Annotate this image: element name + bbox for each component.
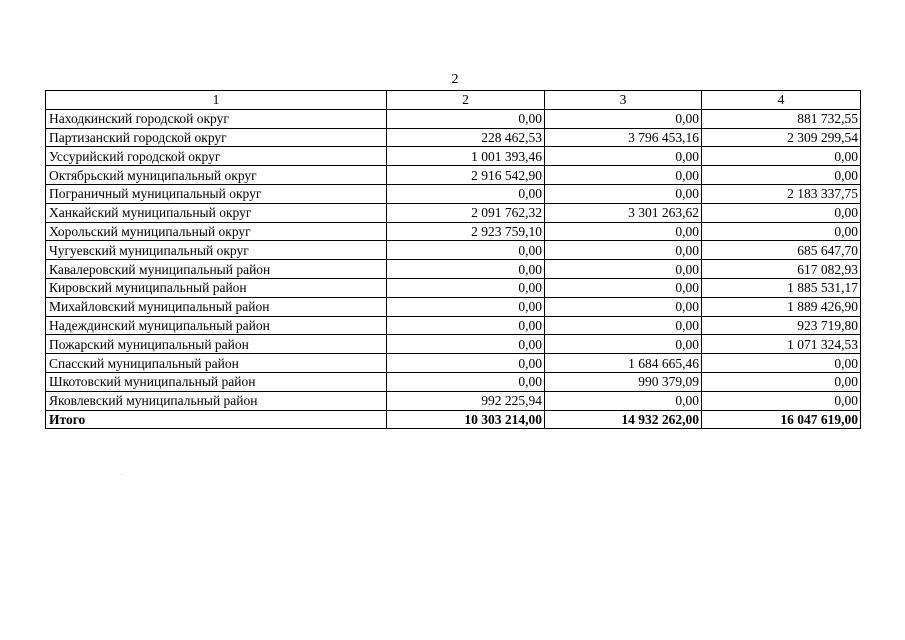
header-cell-3: 3 bbox=[545, 91, 702, 110]
header-cell-1: 1 bbox=[46, 91, 387, 110]
total-value-col4: 16 047 619,00 bbox=[702, 410, 861, 429]
row-value-col4: 923 719,80 bbox=[702, 316, 861, 335]
row-value-col3: 1 684 665,46 bbox=[545, 354, 702, 373]
total-row bbox=[46, 410, 861, 429]
row-name-cell: Михайловский муниципальный район bbox=[46, 297, 387, 316]
row-value-col2: 0,00 bbox=[387, 316, 545, 335]
row-value-col4: 0,00 bbox=[702, 354, 861, 373]
row-value-col3: 0,00 bbox=[545, 391, 702, 410]
table-row bbox=[46, 166, 861, 185]
row-value-col2: 0,00 bbox=[387, 260, 545, 279]
row-name-cell: Чугуевский муниципальный округ bbox=[46, 241, 387, 260]
row-value-col3: 0,00 bbox=[545, 241, 702, 260]
row-value-col4: 1 889 426,90 bbox=[702, 297, 861, 316]
table-row bbox=[46, 241, 861, 260]
row-value-col4: 0,00 bbox=[702, 147, 861, 166]
table-row bbox=[46, 184, 861, 203]
row-value-col3: 0,00 bbox=[545, 147, 702, 166]
row-value-col4: 881 732,55 bbox=[702, 109, 861, 128]
row-value-col2: 2 916 542,90 bbox=[387, 166, 545, 185]
scan-speck bbox=[121, 474, 122, 475]
row-name-cell: Пожарский муниципальный район bbox=[46, 335, 387, 354]
row-value-col4: 1 885 531,17 bbox=[702, 278, 861, 297]
table-row bbox=[46, 391, 861, 410]
row-value-col3: 0,00 bbox=[545, 316, 702, 335]
row-value-col3: 0,00 bbox=[545, 184, 702, 203]
row-value-col4: 0,00 bbox=[702, 222, 861, 241]
row-value-col3: 0,00 bbox=[545, 166, 702, 185]
header-cell-4: 4 bbox=[702, 91, 861, 110]
row-value-col4: 685 647,70 bbox=[702, 241, 861, 260]
row-value-col2: 2 091 762,32 bbox=[387, 203, 545, 222]
row-value-col2: 1 001 393,46 bbox=[387, 147, 545, 166]
row-value-col2: 0,00 bbox=[387, 109, 545, 128]
row-name-cell: Спасский муниципальный район bbox=[46, 354, 387, 373]
table-row bbox=[46, 203, 861, 222]
row-name-cell: Уссурийский городской округ bbox=[46, 147, 387, 166]
row-value-col4: 0,00 bbox=[702, 391, 861, 410]
table-row bbox=[46, 372, 861, 391]
row-value-col2: 0,00 bbox=[387, 335, 545, 354]
total-label: Итого bbox=[46, 410, 387, 429]
row-value-col2: 228 462,53 bbox=[387, 128, 545, 147]
table-row bbox=[46, 335, 861, 354]
header-cell-2: 2 bbox=[387, 91, 545, 110]
row-value-col3: 3 301 263,62 bbox=[545, 203, 702, 222]
row-name-cell: Кировский муниципальный район bbox=[46, 278, 387, 297]
row-name-cell: Яковлевский муниципальный район bbox=[46, 391, 387, 410]
table-row bbox=[46, 147, 861, 166]
table-header-row bbox=[46, 91, 861, 110]
row-value-col4: 2 183 337,75 bbox=[702, 184, 861, 203]
table-row bbox=[46, 354, 861, 373]
row-value-col3: 0,00 bbox=[545, 260, 702, 279]
row-value-col4: 0,00 bbox=[702, 203, 861, 222]
row-value-col2: 992 225,94 bbox=[387, 391, 545, 410]
row-value-col3: 990 379,09 bbox=[545, 372, 702, 391]
row-value-col4: 2 309 299,54 bbox=[702, 128, 861, 147]
row-value-col4: 617 082,93 bbox=[702, 260, 861, 279]
table-row bbox=[46, 278, 861, 297]
row-value-col2: 0,00 bbox=[387, 297, 545, 316]
row-name-cell: Хорольский муниципальный округ bbox=[46, 222, 387, 241]
row-value-col2: 0,00 bbox=[387, 241, 545, 260]
row-name-cell: Надеждинский муниципальный район bbox=[46, 316, 387, 335]
row-value-col4: 0,00 bbox=[702, 166, 861, 185]
row-value-col2: 0,00 bbox=[387, 278, 545, 297]
row-name-cell: Шкотовский муниципальный район bbox=[46, 372, 387, 391]
table-row bbox=[46, 128, 861, 147]
table-row bbox=[46, 316, 861, 335]
row-name-cell: Октябрьский муниципальный округ bbox=[46, 166, 387, 185]
row-value-col2: 2 923 759,10 bbox=[387, 222, 545, 241]
row-name-cell: Партизанский городской округ bbox=[46, 128, 387, 147]
budget-table bbox=[45, 90, 861, 429]
table-row bbox=[46, 109, 861, 128]
table-row bbox=[46, 222, 861, 241]
row-value-col3: 0,00 bbox=[545, 335, 702, 354]
row-value-col2: 0,00 bbox=[387, 354, 545, 373]
row-value-col2: 0,00 bbox=[387, 372, 545, 391]
total-value-col2: 10 303 214,00 bbox=[387, 410, 545, 429]
row-value-col3: 0,00 bbox=[545, 297, 702, 316]
row-value-col4: 0,00 bbox=[702, 372, 861, 391]
row-value-col3: 0,00 bbox=[545, 278, 702, 297]
row-name-cell: Ханкайский муниципальный округ bbox=[46, 203, 387, 222]
row-value-col4: 1 071 324,53 bbox=[702, 335, 861, 354]
row-name-cell: Пограничный муниципальный округ bbox=[46, 184, 387, 203]
table-row bbox=[46, 260, 861, 279]
total-value-col3: 14 932 262,00 bbox=[545, 410, 702, 429]
row-value-col2: 0,00 bbox=[387, 184, 545, 203]
page-number: 2 bbox=[451, 72, 459, 87]
row-name-cell: Находкинский городской округ bbox=[46, 109, 387, 128]
row-value-col3: 3 796 453,16 bbox=[545, 128, 702, 147]
row-value-col3: 0,00 bbox=[545, 109, 702, 128]
row-name-cell: Кавалеровский муниципальный район bbox=[46, 260, 387, 279]
table-row bbox=[46, 297, 861, 316]
row-value-col3: 0,00 bbox=[545, 222, 702, 241]
